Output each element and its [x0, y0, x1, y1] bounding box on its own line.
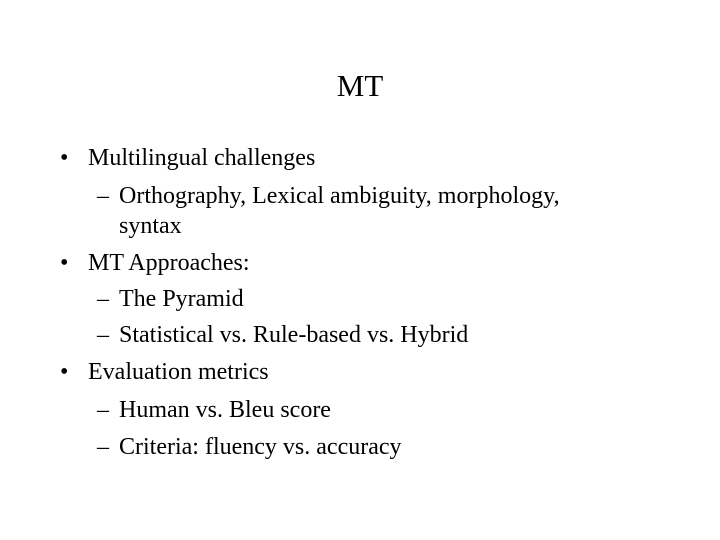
bullet-item-multilingual-challenges: Multilingual challenges [88, 145, 316, 171]
bullet-marker: • [60, 145, 69, 171]
sub-bullet-marker: – [97, 286, 109, 312]
slide-title: MT [336, 68, 384, 103]
sub-item-human-vs-bleu: Human vs. Bleu score [119, 397, 331, 423]
sub-item-orthography-line2: syntax [119, 213, 182, 239]
bullet-item-mt-approaches: MT Approaches: [88, 250, 250, 276]
sub-bullet-marker: – [97, 322, 109, 348]
sub-bullet-marker: – [97, 434, 109, 460]
sub-bullet-marker: – [97, 397, 109, 423]
bullet-marker: • [60, 250, 69, 276]
bullet-item-evaluation-metrics: Evaluation metrics [88, 359, 269, 385]
bullet-marker: • [60, 359, 69, 385]
sub-item-criteria: Criteria: fluency vs. accuracy [119, 434, 402, 460]
sub-item-statistical-vs-rule-based: Statistical vs. Rule-based vs. Hybrid [119, 322, 469, 348]
sub-item-the-pyramid: The Pyramid [119, 286, 244, 312]
sub-bullet-marker: – [97, 183, 109, 209]
sub-item-orthography-line1: Orthography, Lexical ambiguity, morphology, [119, 183, 560, 209]
